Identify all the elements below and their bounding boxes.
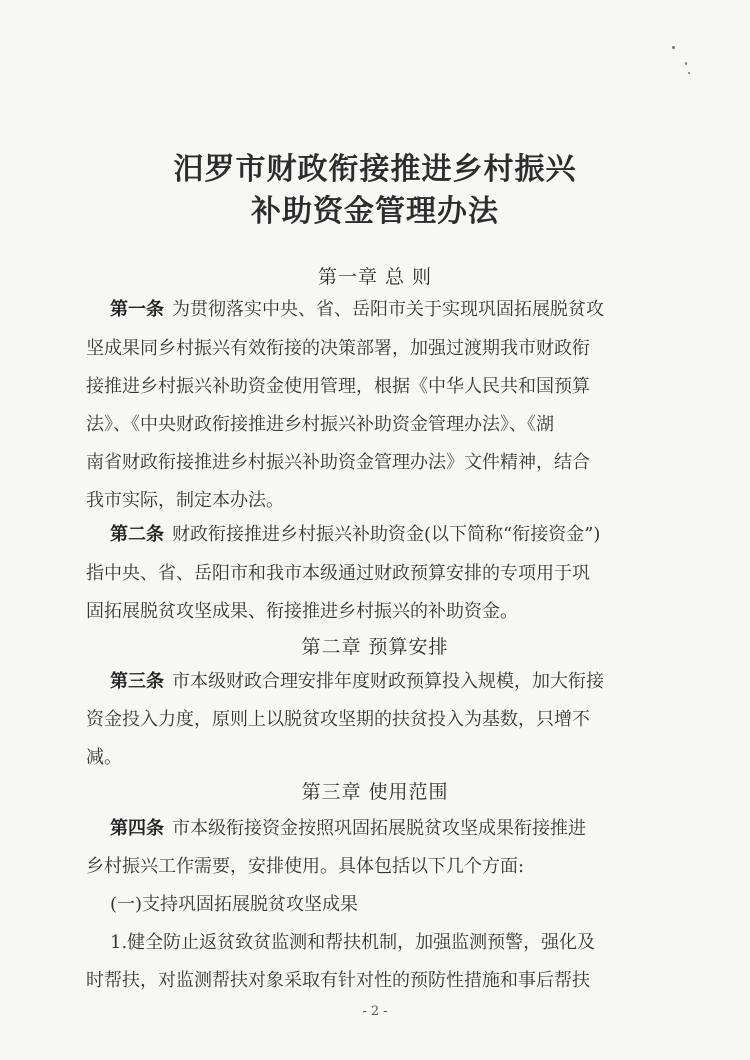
line-text: 为贯彻落实中央、省、岳阳市关于实现巩固拓展脱贫攻	[172, 299, 604, 320]
paragraph-line: (一)支持巩固拓展脱贫攻坚成果	[110, 894, 359, 915]
paragraph-line: 法》、《中央财政衔接推进乡村振兴补助资金管理办法》、《湖	[86, 414, 554, 435]
line-text: 市本级衔接资金按照巩固拓展脱贫攻坚成果衔接推进	[172, 818, 586, 839]
paragraph-line: 资金投入力度，原则上以脱贫攻坚期的扶贫投入为基数，只增不	[86, 709, 590, 730]
document-title-line-1: 汨罗市财政衔接推进乡村振兴	[173, 152, 577, 187]
chapter-heading-3: 第三章 使用范围	[301, 781, 449, 803]
chapter-heading-1: 第一章 总 则	[317, 266, 433, 288]
page-number: - 2 -	[362, 1004, 388, 1019]
article-label: 第一条	[110, 299, 164, 320]
paragraph-line: 时帮扶，对监测帮扶对象采取有针对性的预防性措施和事后帮扶	[86, 970, 590, 991]
scan-speck	[672, 46, 675, 49]
paragraph-line: 南省财政衔接推进乡村振兴补助资金管理办法》文件精神，结合	[86, 452, 590, 473]
paragraph-line: 坚成果同乡村振兴有效衔接的决策部署，加强过渡期我市财政衔	[86, 338, 590, 359]
paragraph-line: 减。	[86, 747, 122, 768]
chapter-heading-2: 第二章 预算安排	[301, 636, 449, 658]
line-text: 市本级财政合理安排年度财政预算投入规模，加大衔接	[172, 671, 604, 692]
paragraph-line	[110, 670, 604, 694]
paragraph-line	[110, 523, 600, 547]
line-text: 财政衔接推进乡村振兴补助资金(以下简称“衔接资金”)	[172, 524, 601, 545]
paragraph-line: 乡村振兴工作需要，安排使用。具体包括以下几个方面:	[86, 856, 525, 877]
document-title-line-2: 补助资金管理办法	[251, 194, 499, 229]
paragraph-line: 指中央、省、岳阳市和我市本级通过财政预算安排的专项用于巩	[86, 563, 590, 584]
paragraph-line	[110, 817, 586, 841]
paragraph-line: 接推进乡村振兴补助资金使用管理，根据《中华人民共和国预算	[86, 376, 590, 397]
paragraph-line: 我市实际，制定本办法。	[86, 490, 284, 511]
scan-speck	[688, 72, 690, 74]
paragraph-line: 固拓展脱贫攻坚成果、衔接推进乡村振兴的补助资金。	[86, 601, 518, 622]
article-label: 第二条	[110, 524, 164, 545]
paragraph-line	[110, 298, 604, 322]
paragraph-line: 1.健全防止返贫致贫监测和帮扶机制，加强监测预警，强化及	[110, 932, 596, 953]
article-label: 第四条	[110, 818, 164, 839]
scan-speck	[685, 62, 687, 65]
article-label: 第三条	[110, 671, 164, 692]
